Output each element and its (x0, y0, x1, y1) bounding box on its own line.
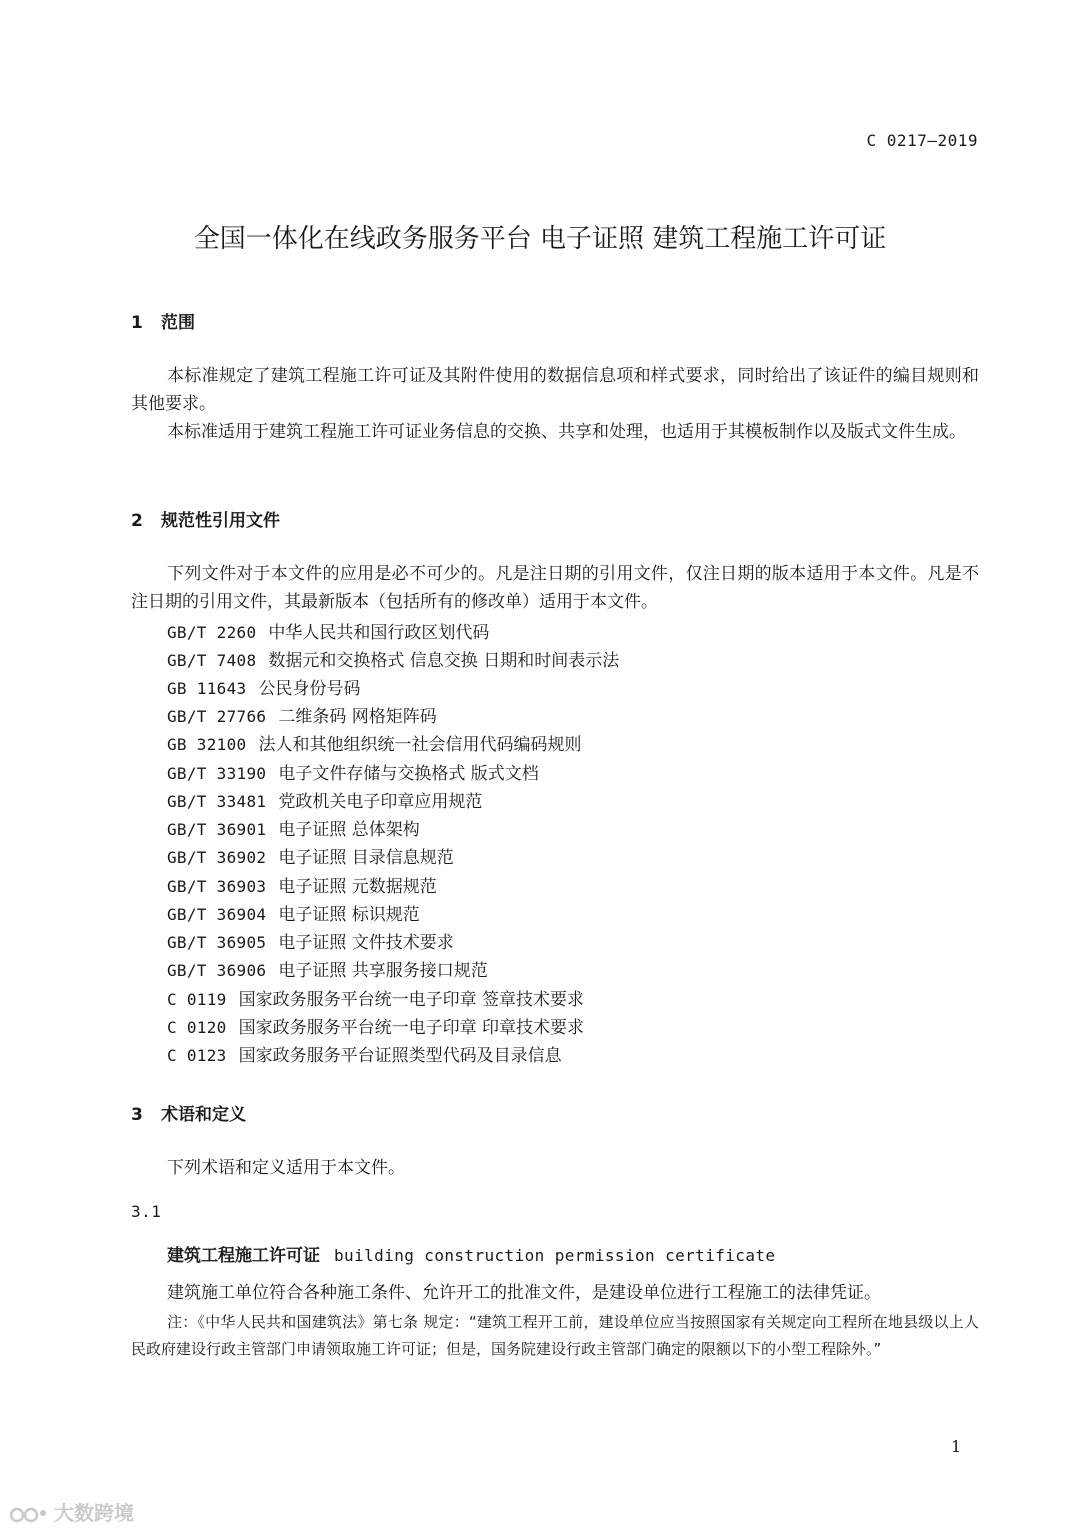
page-number: 1 (951, 1437, 962, 1456)
watermark (10, 1497, 134, 1526)
reference-title: 电子证照 目录信息规范 (278, 848, 454, 868)
section-1-heading (131, 308, 195, 333)
reference-code: GB/T 36905 (167, 933, 267, 952)
section-1-paragraph-1: 本标准规定了建筑工程施工许可证及其附件使用的数据信息项和样式要求，同时给出了该证件的编目规则和其他要求。 (131, 366, 979, 414)
reference-item (167, 674, 360, 699)
reference-code: C 0119 (167, 990, 227, 1009)
reference-code: GB/T 36906 (167, 961, 267, 980)
reference-title: 二维条码 网格矩阵码 (278, 707, 437, 727)
section-2-heading (131, 506, 280, 531)
section-number: 1 (131, 313, 143, 333)
reference-code: GB/T 2260 (167, 623, 257, 642)
reference-title: 电子证照 文件技术要求 (278, 933, 454, 953)
reference-title: 数据元和交换格式 信息交换 日期和时间表示法 (268, 651, 620, 671)
reference-item (167, 843, 454, 868)
reference-item (167, 956, 488, 981)
reference-item (167, 730, 581, 755)
term-definition: 建筑施工单位符合各种施工条件、允许开工的批准文件，是建设单位进行工程施工的法律凭证。 (167, 1283, 881, 1303)
reference-code: GB/T 7408 (167, 651, 257, 670)
reference-item (167, 1013, 584, 1038)
section-number: 2 (131, 511, 143, 531)
standard-code: C 0217—2019 (866, 131, 978, 150)
reference-code: GB 32100 (167, 735, 247, 754)
section-1-paragraph-2: 本标准适用于建筑工程施工许可证业务信息的交换、共享和处理，也适用于其模板制作以及版式文件生成。 (167, 422, 966, 442)
reference-code: GB/T 36903 (167, 877, 267, 896)
reference-title: 电子证照 共享服务接口规范 (278, 961, 488, 981)
reference-item (167, 928, 454, 953)
reference-code: GB/T 33481 (167, 792, 267, 811)
reference-title: 国家政务服务平台统一电子印章 印章技术要求 (238, 1018, 585, 1038)
reference-item (167, 985, 584, 1010)
reference-item (167, 702, 437, 727)
subsection-number: 3.1 (131, 1202, 162, 1221)
section-3-intro: 下列术语和定义适用于本文件。 (167, 1158, 405, 1178)
reference-code: GB/T 27766 (167, 707, 267, 726)
reference-title: 国家政务服务平台统一电子印章 签章技术要求 (238, 990, 585, 1010)
term-english: building construction permission certificate (334, 1246, 776, 1265)
reference-title: 中华人民共和国行政区划代码 (268, 623, 490, 643)
reference-code: GB 11643 (167, 679, 247, 698)
reference-code: GB/T 36904 (167, 905, 267, 924)
reference-item (167, 900, 420, 925)
watermark-text: 大数跨境 (54, 1501, 134, 1525)
reference-title: 党政机关电子印章应用规范 (278, 792, 483, 812)
section-3-heading (131, 1100, 246, 1125)
reference-title: 电子文件存储与交换格式 版式文档 (278, 764, 539, 784)
section-title: 范围 (161, 313, 195, 333)
term-entry (167, 1241, 775, 1266)
reference-item (167, 787, 482, 812)
reference-item (167, 815, 420, 840)
reference-item (167, 872, 437, 897)
section-title: 术语和定义 (161, 1105, 246, 1125)
reference-item (167, 646, 619, 671)
reference-code: C 0120 (167, 1018, 227, 1037)
document-title: 全国一体化在线政务服务平台 电子证照 建筑工程施工许可证 (193, 224, 887, 254)
reference-title: 公民身份号码 (258, 679, 361, 699)
reference-code: C 0123 (167, 1046, 227, 1065)
watermark-logo-icon (10, 1505, 50, 1525)
section-title: 规范性引用文件 (161, 511, 280, 531)
term-note: 注：《中华人民共和国建筑法》第七条 规定：“建筑工程开工前，建设单位应当按照国家有关规定向工程所在地县级以上人民政府建设行政主管部门申请领取施工许可证；但是，国务院建设行政主管部门确定的限额以下的小型工程除外。” (131, 1313, 979, 1358)
reference-code: GB/T 33190 (167, 764, 267, 783)
reference-title: 电子证照 总体架构 (278, 820, 420, 840)
reference-title: 国家政务服务平台证照类型代码及目录信息 (238, 1046, 562, 1066)
reference-title: 电子证照 元数据规范 (278, 877, 437, 897)
reference-title: 电子证照 标识规范 (278, 905, 420, 925)
reference-code: GB/T 36902 (167, 848, 267, 867)
section-number: 3 (131, 1105, 143, 1125)
section-2-intro: 下列文件对于本文件的应用是必不可少的。凡是注日期的引用文件，仅注日期的版本适用于本文件。凡是不注日期的引用文件，其最新版本（包括所有的修改单）适用于本文件。 (131, 564, 979, 612)
reference-item (167, 1041, 562, 1066)
reference-item (167, 618, 489, 643)
reference-code: GB/T 36901 (167, 820, 267, 839)
reference-title: 法人和其他组织统一社会信用代码编码规则 (258, 735, 582, 755)
term-chinese: 建筑工程施工许可证 (167, 1246, 320, 1266)
reference-item (167, 759, 539, 784)
